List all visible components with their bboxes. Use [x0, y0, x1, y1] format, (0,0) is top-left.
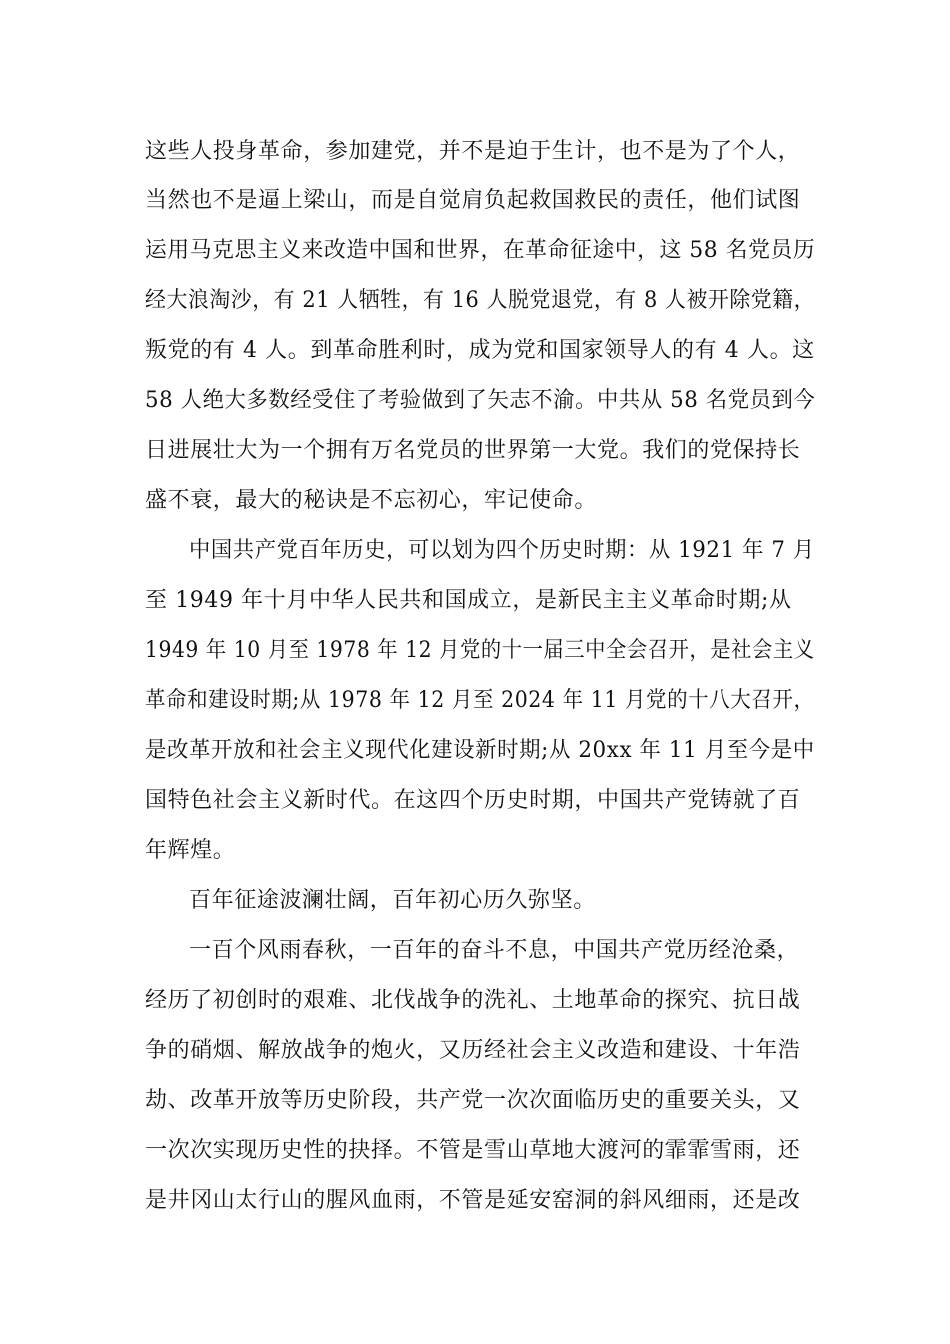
text-line: 至 1949 年十月中华人民共和国成立，是新民主主义革命时期;从 [145, 588, 792, 613]
text-line: 这些人投身革命，参加建党，并不是迫于生计，也不是为了个人， [145, 139, 801, 164]
paragraph-start-line: 一百个风雨春秋，一百年的奋斗不息，中国共产党历经沧桑， [189, 938, 800, 963]
text-line: 当然也不是逼上梁山，而是自觉肩负起救国救民的责任，他们试图 [145, 188, 801, 213]
text-line: 争的硝烟、解放战争的炮火，又历经社会主义改造和建设、十年浩 [145, 1038, 801, 1063]
text-line: 年辉煌。 [145, 838, 236, 863]
text-line: 叛党的有 4 人。到革命胜利时，成为党和国家领导人的有 4 人。这 [145, 338, 815, 363]
text-line: 是井冈山太行山的腥风血雨，不管是延安窑洞的斜风细雨，还是改 [145, 1188, 801, 1213]
text-line: 是改革开放和社会主义现代化建设新时期;从 20xx 年 11 月至今是中 [145, 738, 815, 763]
text-line: 盛不衰，最大的秘诀是不忘初心，牢记使命。 [145, 488, 598, 513]
text-line: 经历了初创时的艰难、北伐战争的洗礼、土地革命的探究、抗日战 [145, 988, 801, 1013]
text-line: 运用马克思主义来改造中国和世界，在革命征途中，这 58 名党员历 [145, 238, 816, 263]
paragraph-start-line: 中国共产党百年历史，可以划为四个历史时期：从 1921 年 7 月 [189, 538, 815, 563]
text-line: 1949 年 10 月至 1978 年 12 月党的十一届三中全会召开，是社会主义 [145, 638, 815, 663]
text-line: 革命和建设时期;从 1978 年 12 月至 2024 年 11 月党的十八大召开， [145, 688, 815, 713]
text-line: 劫、改革开放等历史阶段，共产党一次次面临历史的重要关头，又 [145, 1088, 801, 1113]
text-line: 58 人绝大多数经受住了考验做到了矢志不渝。中共从 58 名党员到今 [145, 388, 816, 413]
text-line: 国特色社会主义新时代。在这四个历史时期，中国共产党铸就了百 [145, 788, 801, 813]
text-line: 一次次实现历史性的抉择。不管是雪山草地大渡河的霏霏雪雨，还 [145, 1138, 801, 1163]
paragraph-start-line: 百年征途波澜壮阔，百年初心历久弥坚。 [189, 888, 596, 913]
text-line: 日进展壮大为一个拥有万名党员的世界第一大党。我们的党保持长 [145, 438, 801, 463]
text-line: 经大浪淘沙，有 21 人牺牲，有 16 人脱党退党，有 8 人被开除党籍， [145, 288, 816, 313]
